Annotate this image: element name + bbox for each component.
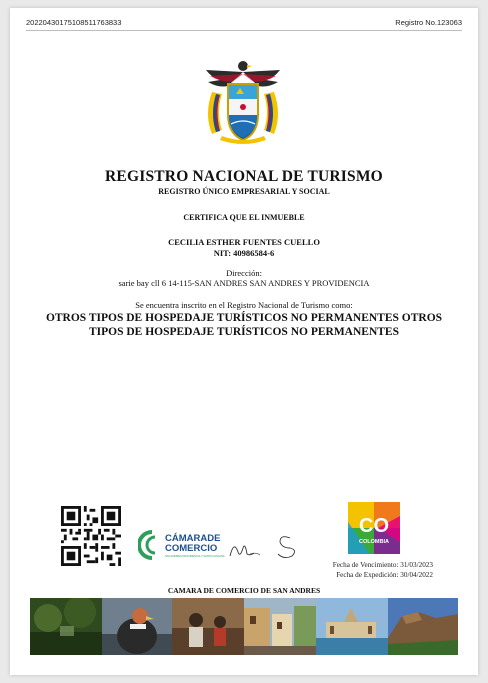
- people-photo: [172, 598, 244, 655]
- tourism-category: OTROS TIPOS DE HOSPEDAJE TURÍSTICOS NO PERMANENTES OTROS TIPOS DE HOSPEDAJE TURÍSTICOS NO PERMANENTES: [45, 312, 443, 338]
- colombia-mark: CO: [359, 515, 389, 537]
- holder-nit: NIT: 40986584-6: [213, 248, 275, 258]
- chamber-line2: COMERCIO: [165, 543, 218, 554]
- registered-statement: Se encuentra inscrito en el Registro Nacional de Turismo como:: [135, 300, 353, 310]
- address-value: sarie bay cll 6 14-115-SAN ANDRES SAN ANDRES Y PROVIDENCIA: [118, 278, 370, 288]
- certifies-line: CERTIFICA QUE EL INMUEBLE: [183, 213, 305, 222]
- address-label: Dirección:: [226, 268, 262, 278]
- certificate-page: [10, 8, 478, 675]
- colombia-word: COLOMBIA: [359, 539, 389, 545]
- chamber-line1: CÁMARADE: [165, 533, 221, 544]
- signatures: [226, 526, 308, 562]
- cathedral-photo: [316, 598, 388, 655]
- coat-of-arms-icon: [198, 52, 288, 148]
- issue-date: Fecha de Expedición: 30/04/2022: [336, 571, 433, 579]
- colombia-brand-logo: [348, 502, 400, 554]
- registry-number: Registro No.123063: [395, 18, 462, 27]
- document-id: 20220430175108511763833: [26, 18, 122, 27]
- holder-name: CECILIA ESTHER FUENTES CUELLO: [168, 237, 320, 247]
- certificate-subtitle: REGISTRO ÚNICO EMPRESARIAL Y SOCIAL: [158, 187, 330, 196]
- document-header: [26, 18, 462, 31]
- jungle-photo: [30, 598, 102, 655]
- tourism-photo-strip: [30, 598, 458, 655]
- issuer-name: CAMARA DE COMERCIO DE SAN ANDRES: [167, 586, 321, 595]
- colonial-street-photo: [244, 598, 316, 655]
- validity-dates: [333, 560, 433, 580]
- certificate-title: REGISTRO NACIONAL DE TURISMO: [105, 168, 383, 185]
- mountain-photo: [388, 598, 458, 655]
- chamber-of-commerce-logo: [138, 526, 230, 564]
- qr-code-icon: [61, 506, 121, 566]
- chamber-small-text: SAN ANDRES PROVIDENCIA Y SANTA CATALINA: [165, 555, 225, 558]
- expiry-date: Fecha de Vencimiento: 31/03/2023: [332, 561, 433, 569]
- condor-photo: [102, 598, 172, 655]
